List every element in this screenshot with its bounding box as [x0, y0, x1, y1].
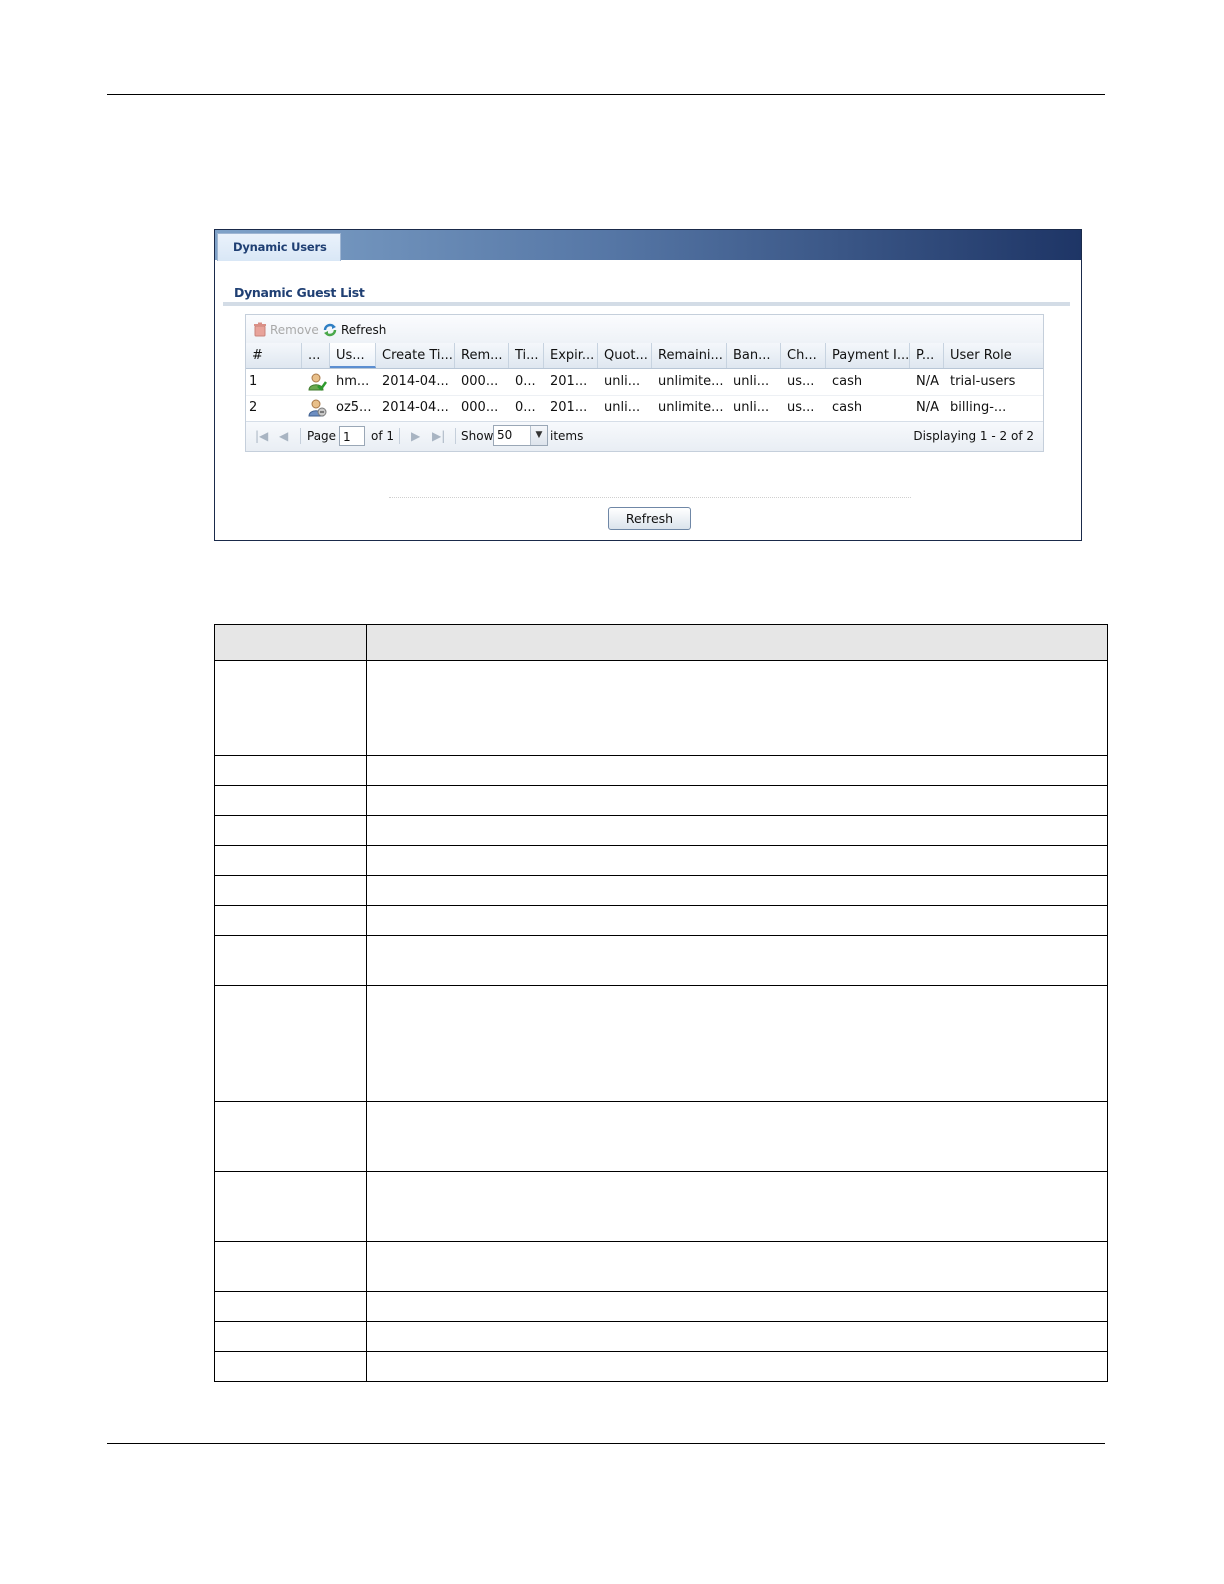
pager-separator: [399, 428, 400, 444]
cell-time: 0...: [515, 400, 536, 415]
cell-user: hm...: [336, 374, 370, 389]
items-per-page-select[interactable]: [493, 425, 548, 446]
label-cell: [215, 1292, 367, 1322]
label-cell: [215, 906, 367, 936]
page-label: Page: [307, 429, 337, 443]
cell-quota: unli...: [604, 400, 641, 415]
pager-separator: [455, 428, 456, 444]
cell-remaining-quota: unlimite...: [658, 400, 724, 415]
cell-bandwidth: unli...: [733, 374, 770, 389]
cell-p: N/A: [916, 374, 939, 389]
user-inactive-icon: [307, 399, 327, 417]
col-payment[interactable]: Payment I...: [826, 343, 910, 368]
button-separator: [389, 497, 911, 498]
table-row[interactable]: [246, 369, 1043, 396]
cell-expire: 201...: [550, 400, 588, 415]
refresh-button[interactable]: Refresh: [608, 507, 691, 530]
description-cell: [367, 816, 1108, 846]
panel-title-bar: [215, 230, 1081, 260]
col-number[interactable]: #: [246, 343, 302, 368]
cell-create-time: 2014-04...: [382, 374, 449, 389]
toolbar-refresh-button[interactable]: [322, 322, 386, 338]
description-cell: [367, 986, 1108, 1102]
table-row: [215, 986, 1108, 1102]
table-row: [215, 846, 1108, 876]
description-cell: [367, 756, 1108, 786]
table-row: [215, 1292, 1108, 1322]
col-user[interactable]: Us...: [330, 343, 376, 368]
table-row: [215, 1352, 1108, 1382]
grid-header: [246, 343, 1043, 369]
cell-charge: us...: [787, 374, 815, 389]
description-cell: [367, 936, 1108, 986]
refresh-label: Refresh: [341, 323, 387, 337]
description-cell: [367, 876, 1108, 906]
grid-pager: [246, 421, 1043, 451]
table-row: [215, 786, 1108, 816]
chevron-down-icon: ▼: [530, 426, 547, 445]
cell-user: oz5...: [336, 400, 372, 415]
remove-button[interactable]: [253, 322, 319, 337]
col-create-time[interactable]: Create Ti...: [376, 343, 455, 368]
table-row[interactable]: [246, 395, 1043, 422]
table-row: [215, 1102, 1108, 1172]
col-quota[interactable]: Quot...: [598, 343, 652, 368]
table-row: [215, 1172, 1108, 1242]
description-cell: [367, 786, 1108, 816]
label-cell: [215, 876, 367, 906]
page-footer-rule: [107, 1443, 1105, 1444]
label-cell: [215, 756, 367, 786]
description-table: [214, 624, 1108, 1382]
cell-expire: 201...: [550, 374, 588, 389]
cell-user-role: trial-users: [950, 374, 1016, 389]
cell-create-time: 2014-04...: [382, 400, 449, 415]
description-cell: [367, 846, 1108, 876]
cell-number: 2: [249, 400, 258, 415]
description-cell: [367, 1172, 1108, 1242]
table-row: [215, 756, 1108, 786]
cell-payment: cash: [832, 374, 863, 389]
description-cell: [367, 906, 1108, 936]
items-per-page-value: 50: [497, 428, 513, 442]
col-bandwidth[interactable]: Ban...: [727, 343, 781, 368]
refresh-icon: [322, 322, 338, 338]
user-active-icon: [307, 373, 327, 391]
col-expire[interactable]: Expir...: [544, 343, 598, 368]
cell-remaining: 000...: [461, 374, 499, 389]
cell-user-role: billing-...: [950, 400, 1007, 415]
table-row: [215, 906, 1108, 936]
col-time[interactable]: Ti...: [509, 343, 544, 368]
page-header-rule: [107, 94, 1105, 95]
table-row: [215, 1242, 1108, 1292]
page-of-label: of 1: [371, 429, 395, 443]
items-label: items: [550, 429, 584, 443]
description-cell: [367, 1102, 1108, 1172]
next-page-icon[interactable]: ▶: [411, 429, 421, 443]
prev-page-icon[interactable]: ◀: [279, 429, 289, 443]
remove-label: Remove: [270, 322, 319, 337]
table-row: [215, 936, 1108, 986]
col-status[interactable]: ...: [302, 343, 330, 368]
col-charge[interactable]: Ch...: [781, 343, 826, 368]
col-p[interactable]: P...: [910, 343, 944, 368]
header-cell: [367, 625, 1108, 661]
label-cell: [215, 846, 367, 876]
page-number-input[interactable]: 1: [339, 426, 365, 446]
tab-dynamic-users[interactable]: Dynamic Users: [217, 233, 341, 261]
label-cell: [215, 936, 367, 986]
table-row: [215, 816, 1108, 846]
dynamic-users-screen: [214, 229, 1082, 541]
cell-remaining-quota: unlimite...: [658, 374, 724, 389]
table-row: [215, 661, 1108, 756]
section-divider: [223, 302, 1070, 306]
label-cell: [215, 1322, 367, 1352]
pager-separator: [300, 428, 301, 444]
cell-number: 1: [249, 374, 258, 389]
label-cell: [215, 1242, 367, 1292]
cell-quota: unli...: [604, 374, 641, 389]
cell-bandwidth: unli...: [733, 400, 770, 415]
col-remaining[interactable]: Rem...: [455, 343, 509, 368]
cell-charge: us...: [787, 400, 815, 415]
col-remaining-quota[interactable]: Remaini...: [652, 343, 727, 368]
label-cell: [215, 986, 367, 1102]
label-cell: [215, 1352, 367, 1382]
show-label: Show: [461, 429, 494, 443]
header-cell: [215, 625, 367, 661]
first-page-icon[interactable]: |◀: [255, 429, 269, 443]
label-cell: [215, 1172, 367, 1242]
description-cell: [367, 1242, 1108, 1292]
label-cell: [215, 816, 367, 846]
description-cell: [367, 661, 1108, 756]
description-cell: [367, 1322, 1108, 1352]
description-cell: [367, 1292, 1108, 1322]
cell-p: N/A: [916, 400, 939, 415]
cell-payment: cash: [832, 400, 863, 415]
label-cell: [215, 661, 367, 756]
table-row: [215, 876, 1108, 906]
table-row: [215, 1322, 1108, 1352]
col-user-role[interactable]: User Role: [950, 348, 1012, 363]
label-cell: [215, 786, 367, 816]
grid-toolbar: [246, 315, 1043, 344]
description-cell: [367, 1352, 1108, 1382]
cell-time: 0...: [515, 374, 536, 389]
cell-remaining: 000...: [461, 400, 499, 415]
table-header-row: [215, 625, 1108, 661]
last-page-icon[interactable]: ▶|: [432, 429, 446, 443]
trash-icon: [253, 322, 267, 337]
section-title: Dynamic Guest List: [234, 285, 365, 300]
dynamic-guest-grid: [245, 314, 1044, 452]
displaying-count: Displaying 1 - 2 of 2: [913, 429, 1034, 443]
label-cell: [215, 1102, 367, 1172]
